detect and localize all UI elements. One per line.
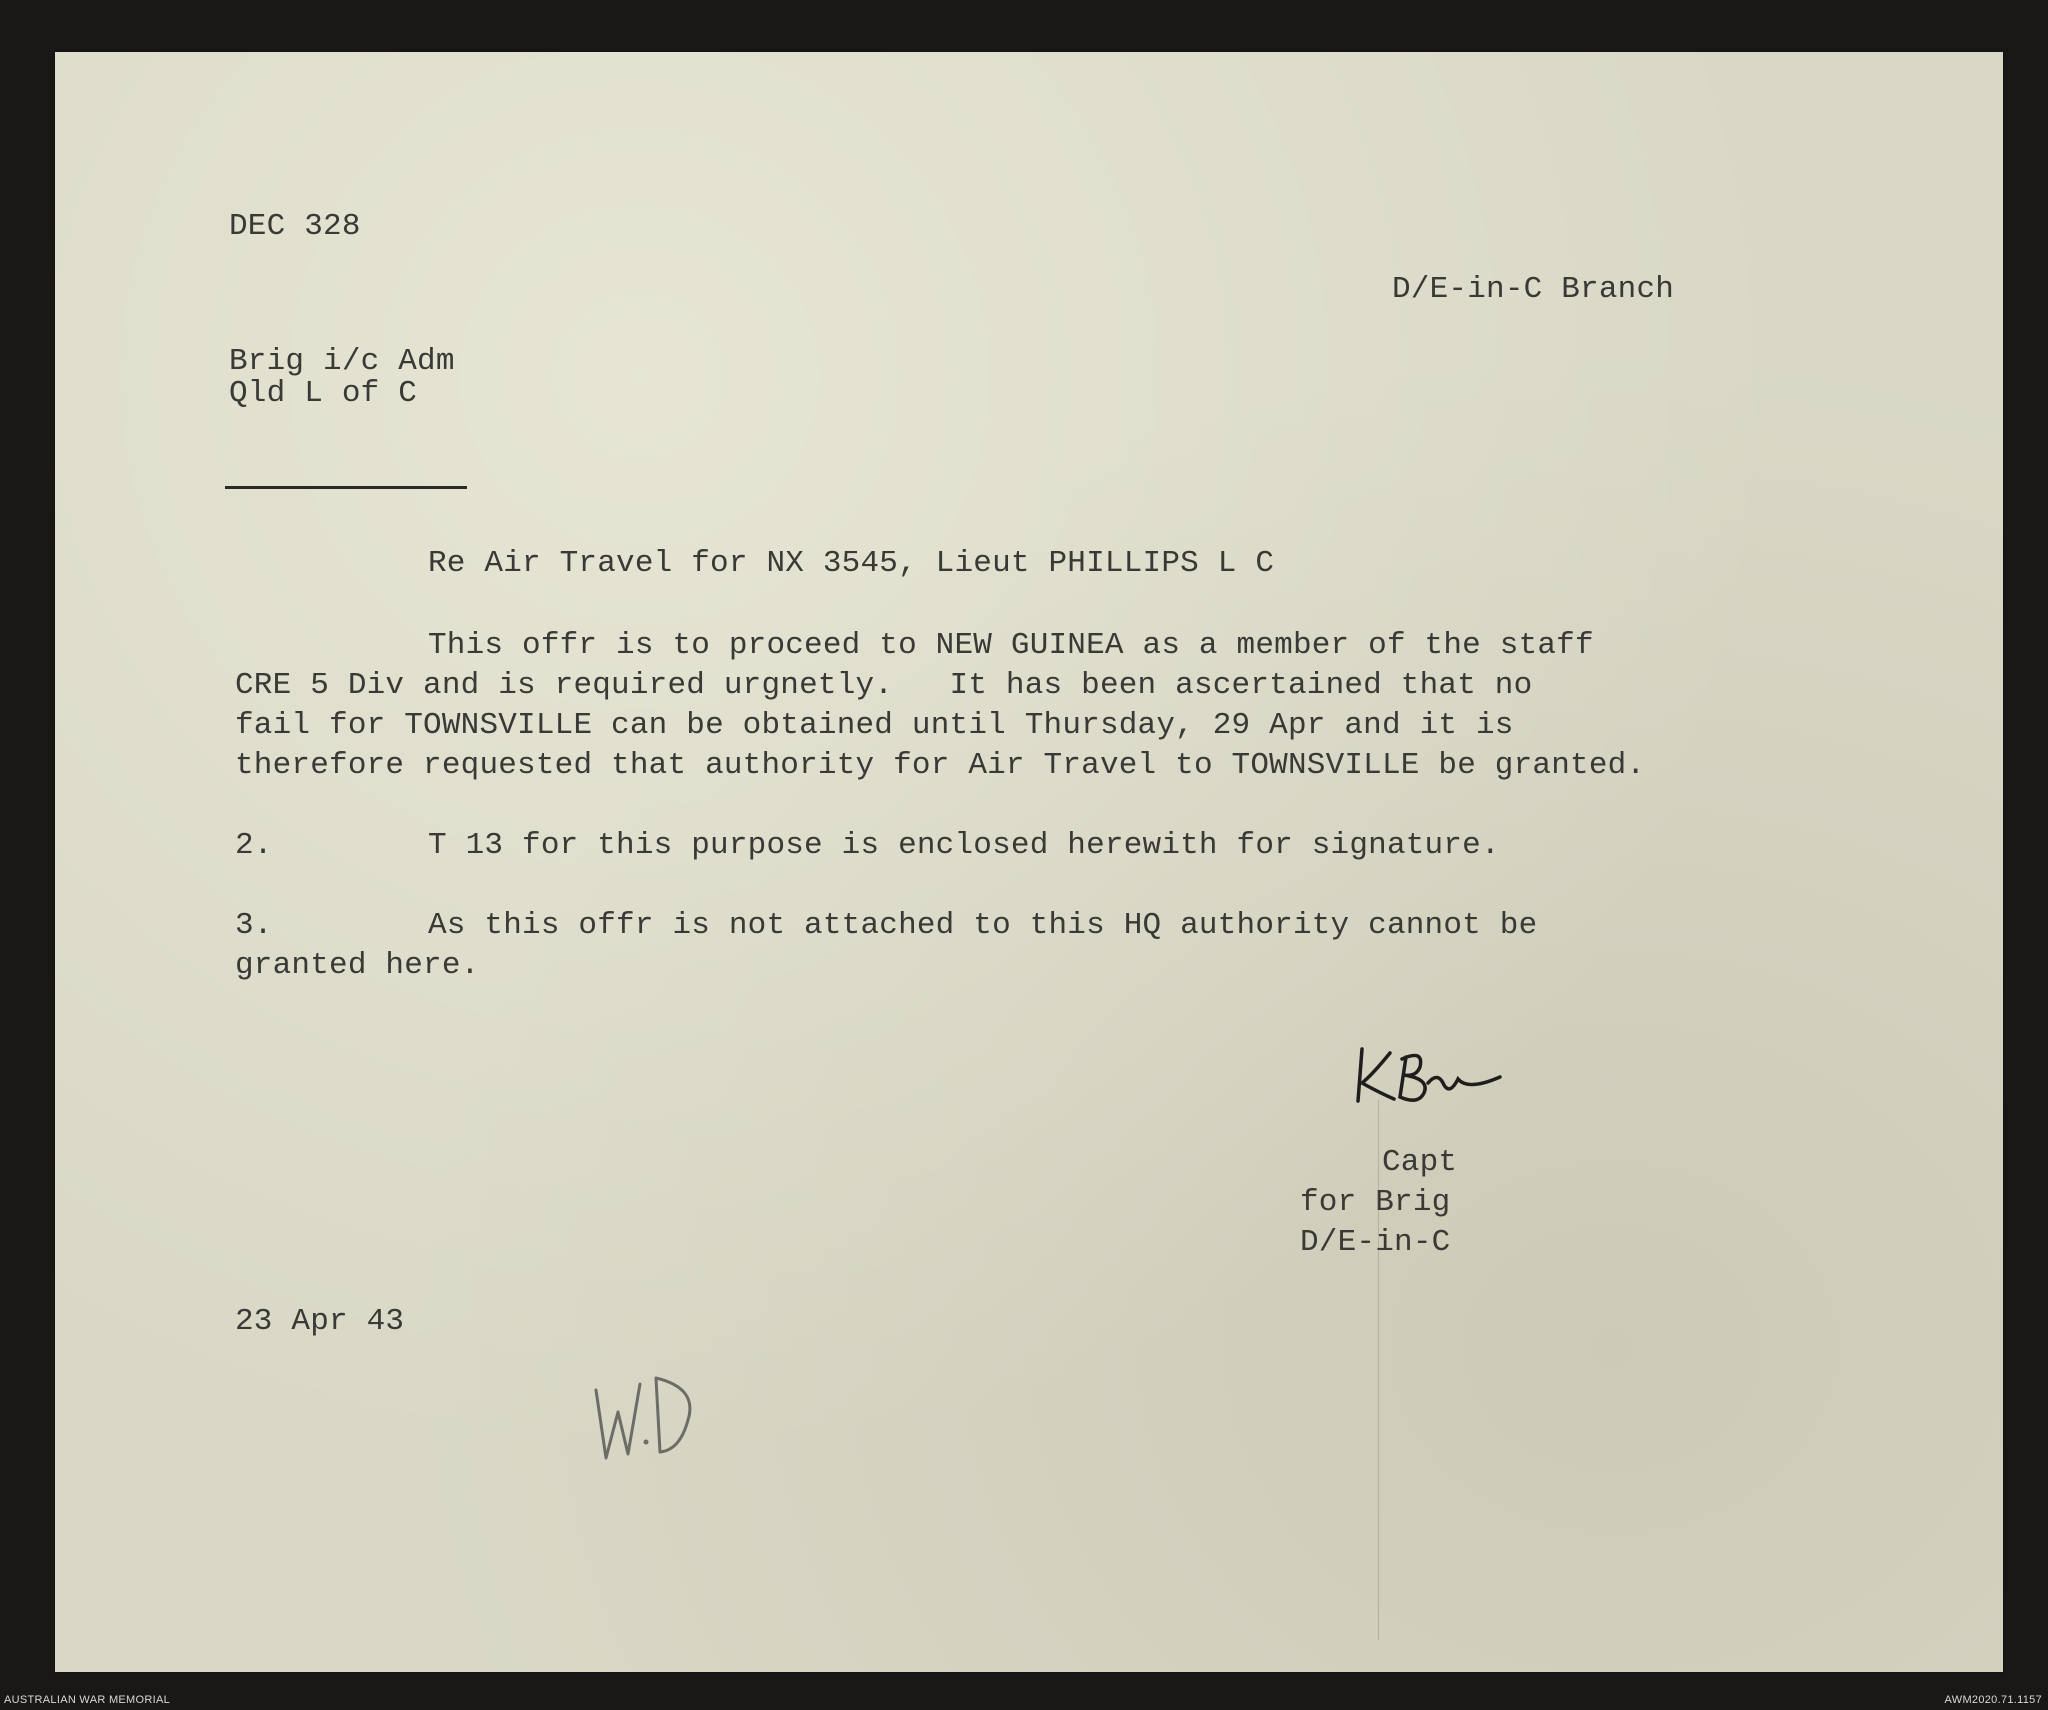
paragraph-1-line-3: fail for TOWNSVILLE can be obtained until Thursday, 29 Apr and it is bbox=[235, 708, 1514, 743]
paragraph-3-line-1: As this offr is not attached to this HQ authority cannot be bbox=[428, 908, 1538, 943]
document-date: 23 Apr 43 bbox=[235, 1304, 405, 1339]
addressee-line-2: Qld L of C bbox=[229, 376, 418, 411]
paragraph-2-text: T 13 for this purpose is enclosed herewith for signature. bbox=[428, 828, 1500, 863]
addressee-line-1: Brig i/c Adm bbox=[229, 344, 455, 379]
signatory-for-line: for Brig bbox=[1300, 1185, 1451, 1220]
paragraph-2-number: 2. bbox=[235, 828, 273, 863]
footer-credit: AUSTRALIAN WAR MEMORIAL bbox=[4, 1694, 171, 1706]
reference-number: DEC 328 bbox=[229, 209, 361, 244]
paragraph-1-line-4: therefore requested that authority for Air Travel to TOWNSVILLE be granted. bbox=[235, 748, 1646, 783]
handwritten-signature bbox=[1350, 1035, 1510, 1115]
footer-accession-number: AWM2020.71.1157 bbox=[1944, 1694, 2042, 1706]
subject-line: Re Air Travel for NX 3545, Lieut PHILLIPS L C bbox=[428, 546, 1275, 581]
paper-crease bbox=[1378, 1100, 1379, 1640]
paragraph-3-line-2: granted here. bbox=[235, 948, 480, 983]
addressee-underline bbox=[225, 486, 467, 489]
signatory-rank: Capt bbox=[1382, 1145, 1458, 1180]
signatory-office: D/E-in-C bbox=[1300, 1225, 1451, 1260]
paragraph-3-number: 3. bbox=[235, 908, 273, 943]
paragraph-1-line-1: This offr is to proceed to NEW GUINEA as a member of the staff bbox=[428, 628, 1594, 663]
paragraph-1-line-2: CRE 5 Div and is required urgnetly. It has been ascertained that no bbox=[235, 668, 1533, 703]
pencil-annotation bbox=[588, 1360, 708, 1470]
branch-heading: D/E-in-C Branch bbox=[1392, 272, 1675, 307]
